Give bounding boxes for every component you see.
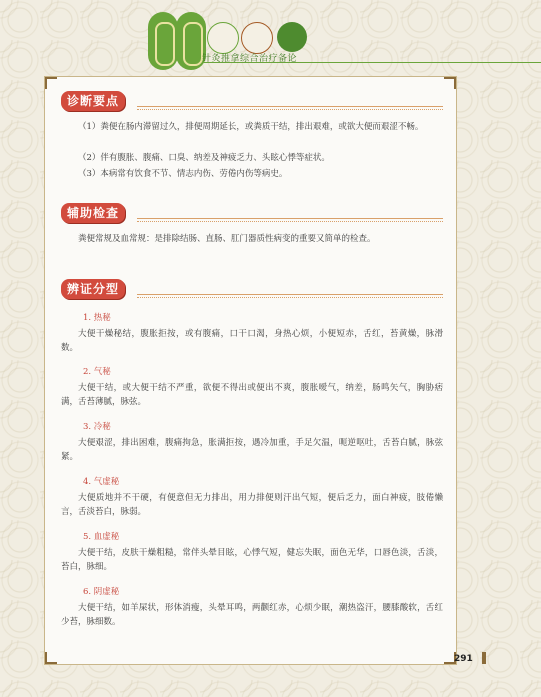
auxiliary-text: 粪便常规及血常规：是排除结肠、直肠、肛门器质性病变的重要又简单的检查。 — [78, 234, 376, 244]
diagnosis-item: （3）本病常有饮食不节、情志内伤、劳倦内伤等病史。 — [78, 169, 288, 179]
syndrome-desc: 大便干结，或大便干结不严重，欲便不得出或便出不爽，腹胀嗳气，纳差，肠鸣矢气，胸胁痞满，舌苔薄腻，脉弦。 — [61, 383, 443, 407]
section-header-diagnosis — [61, 91, 443, 113]
green-circle-icon — [277, 22, 307, 52]
section-title: 辅助检查 — [61, 203, 125, 223]
page-header — [0, 0, 541, 72]
herb-seal-icon — [241, 22, 273, 54]
section-title: 辨证分型 — [61, 279, 125, 299]
diagnosis-item: （1）粪便在肠内滞留过久，排便周期延长，或粪质干结，排出艰难，或欲大便而艰涩不畅。 — [78, 122, 424, 132]
section-title: 诊断要点 — [61, 91, 125, 111]
syndrome-desc: 大便艰涩，排出困难，腹痛拘急，胀满拒按，遇冷加重，手足欠温，呃逆呕吐，舌苔白腻，脉弦紧。 — [61, 438, 443, 462]
content-card — [44, 76, 457, 665]
diagnosis-item: （2）伴有腹胀、腹痛、口臭、纳差及神疲乏力、头眩心悸等症状。 — [78, 153, 330, 163]
syndrome-desc: 大便干结，如羊屎状，形体消瘦，头晕耳鸣，两颧红赤，心烦少眠，潮热盗汗，腰膝酸软，舌红少苔，脉细数。 — [61, 603, 443, 627]
page-marker — [482, 652, 486, 664]
syndrome-name: 5. 血虚秘 — [83, 532, 120, 542]
syndrome-name: 6. 阴虚秘 — [83, 587, 120, 597]
header-divider — [202, 62, 541, 63]
syndrome-name: 4. 气虚秘 — [83, 477, 120, 487]
syndrome-name: 2. 气秘 — [83, 367, 111, 377]
section-header-syndromes — [61, 279, 443, 301]
section-header-auxiliary — [61, 203, 443, 225]
syndrome-desc: 大便干结，皮肤干燥粗糙，常伴头晕目眩，心悸气短，健忘失眠，面色无华，口唇色淡，舌淡，苔白，脉细。 — [61, 548, 443, 572]
page-number: 291 — [454, 654, 473, 664]
book-title: 针灸推拿综合治疗备论 — [202, 54, 298, 64]
syndrome-name: 3. 冷秘 — [83, 422, 111, 432]
logo-pill-icon — [148, 12, 178, 70]
acupuncture-seal-icon — [207, 22, 239, 54]
syndrome-desc: 大便质地并不干硬，有便意但无力排出，用力排便则汗出气短，便后乏力，面白神疲，肢倦懒言，舌淡苔白，脉弱。 — [61, 493, 443, 517]
syndrome-desc: 大便干燥秘结，腹胀拒按，或有腹痛，口干口渴，身热心烦，小便短赤，舌红，苔黄燥，脉滑数。 — [61, 329, 443, 353]
syndrome-name: 1. 热秘 — [83, 313, 111, 323]
